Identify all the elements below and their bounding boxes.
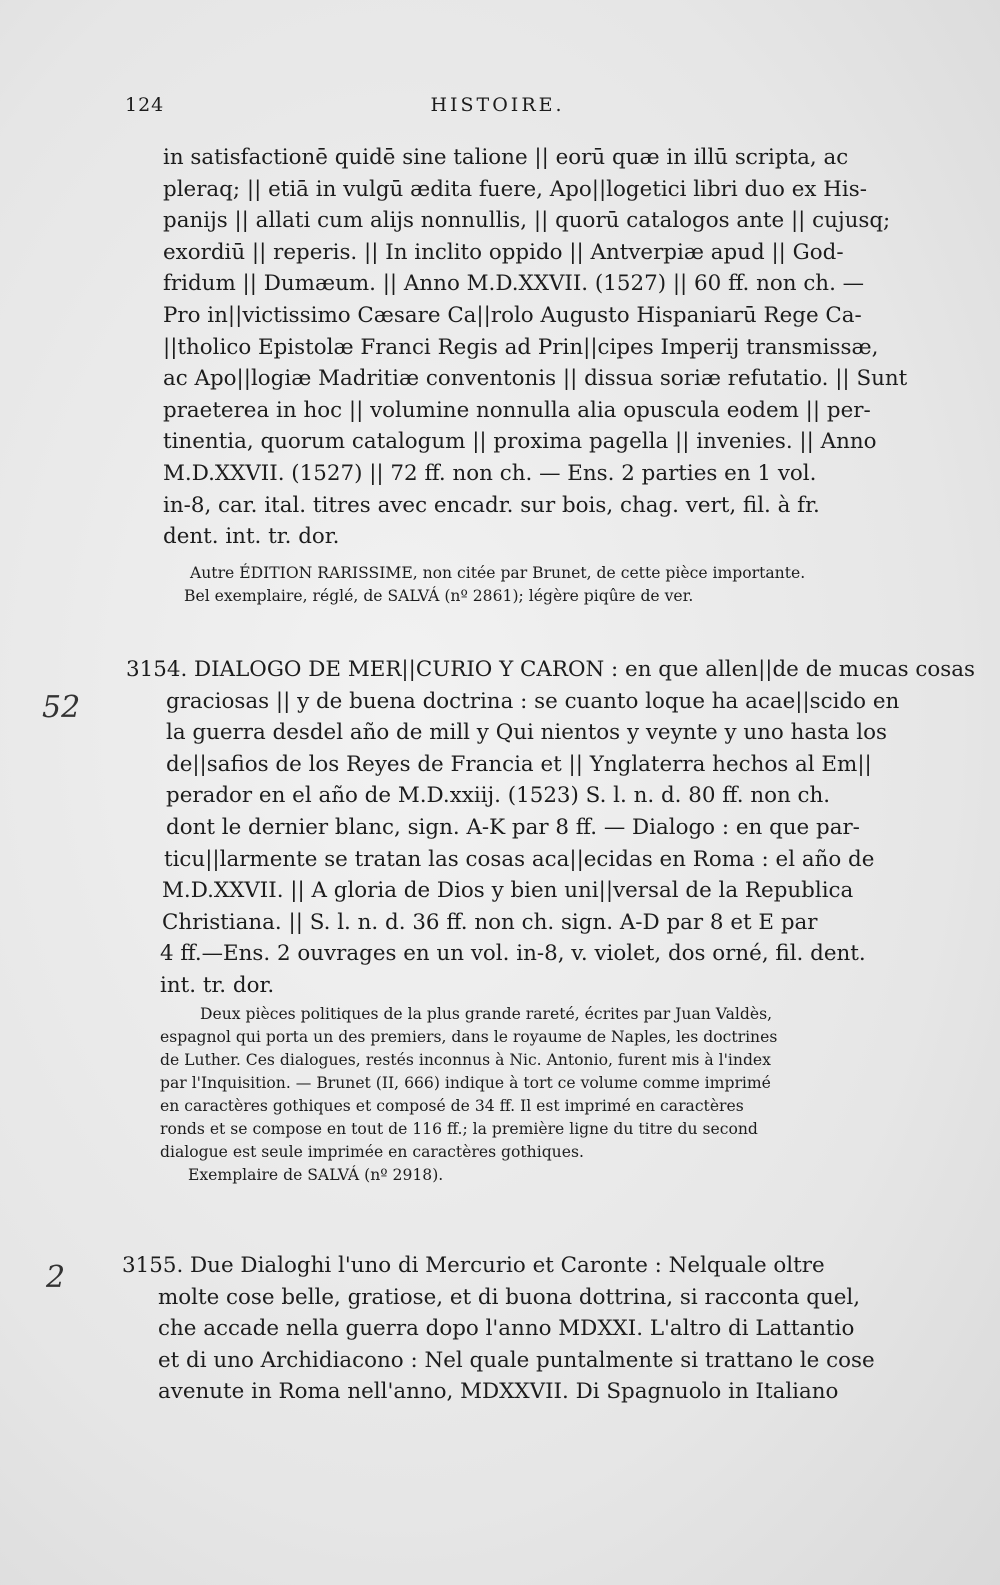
text-line: Pro in||victissimo Cæsare Ca||rolo Augusto Hispaniarū Rege Ca-	[163, 302, 862, 328]
text-line: int. tr. dor.	[160, 972, 275, 998]
note-3154	[160, 1003, 777, 1187]
note-line: Exemplaire de SALVÁ (nº 2918).	[188, 1166, 444, 1184]
text-line: ticu||larmente se tratan las cosas aca||ecidas en Roma : el año de	[164, 846, 875, 872]
text-line: avenute in Roma nell'anno, MDXXVII. Di Spagnuolo in Italiano	[158, 1379, 839, 1405]
text-line: exordiū || reperis. || In inclito oppido || Antverpiæ apud || God-	[163, 239, 844, 265]
note-line: Autre ÉDITION RARISSIME, non citée par Brunet, de cette pièce importante.	[190, 564, 806, 582]
page-number: 124	[125, 94, 165, 116]
text-line: che accade nella guerra dopo l'anno MDXXI. L'altro di Lattantio	[158, 1316, 855, 1342]
note-line: espagnol qui porta un des premiers, dans le royaume de Naples, les doctrines	[160, 1028, 778, 1046]
text-line: dent. int. tr. dor.	[163, 524, 340, 550]
text-line: praeterea in hoc || volumine nonnulla alia opuscula eodem || per-	[163, 397, 871, 423]
text-line: molte cose belle, gratiose, et di buona dottrina, si racconta quel,	[158, 1284, 861, 1310]
text-line: panijs || allati cum alijs nonnullis, || quorū catalogos ante || cujusq;	[163, 208, 891, 234]
text-line: in satisfactionē quidē sine talione || eorū quæ in illū scripta, ac	[163, 145, 849, 170]
note-3153	[184, 562, 806, 608]
handwritten-margin-note: 2	[46, 1260, 66, 1295]
text-line: pleraq; || etiā in vulgū ædita fuere, Apo||logetici libri duo ex His-	[163, 176, 867, 202]
text-line: dont le dernier blanc, sign. A-K par 8 ff. — Dialogo : en que par-	[166, 814, 860, 840]
text-line: de||safios de los Reyes de Francia et || Ynglaterra hechos al Em||	[166, 751, 872, 777]
text-line: M.D.XXVII. || A gloria de Dios y bien uni||versal de la Republica	[162, 878, 854, 904]
text-line: perador en el año de M.D.xxiij. (1523) S. l. n. d. 80 ff. non ch.	[166, 783, 831, 809]
text-line: ||tholico Epistolæ Franci Regis ad Prin||cipes Imperij transmissæ,	[163, 334, 879, 360]
text-line: M.D.XXVII. (1527) || 72 ff. non ch. — Ens. 2 parties en 1 vol.	[163, 460, 817, 486]
text-line: 4 ff.—Ens. 2 ouvrages en un vol. in-8, v. violet, dos orné, fil. dent.	[160, 941, 866, 967]
running-title: HISTOIRE.	[430, 94, 565, 116]
entry-3154	[126, 654, 975, 1002]
note-line: Deux pièces politiques de la plus grande rareté, écrites par Juan Valdès,	[200, 1005, 773, 1023]
text-line: tinentia, quorum catalogum || proxima pagella || invenies. || Anno	[163, 429, 877, 455]
text-line: et di uno Archidiacono : Nel quale puntalmente si trattano le cose	[158, 1347, 875, 1373]
note-line: Bel exemplaire, réglé, de SALVÁ (nº 2861); légère piqûre de ver.	[184, 587, 694, 605]
handwritten-margin-note: 52	[42, 690, 81, 725]
entry-title-line: 3154. DIALOGO DE MER||CURIO Y CARON : en que allen||de de mucas cosas	[126, 657, 975, 682]
text-line: Christiana. || S. l. n. d. 36 ff. non ch. sign. A-D par 8 et E par	[162, 909, 818, 935]
note-line: dialogue est seule imprimée en caractères gothiques.	[160, 1143, 584, 1161]
text-line: graciosas || y de buena doctrina : se cuanto loque ha acae||scido en	[166, 688, 900, 714]
text-line: fridum || Dumæum. || Anno M.D.XXVII. (1527) || 60 ff. non ch. —	[163, 271, 865, 297]
note-line: de Luther. Ces dialogues, restés inconnus à Nic. Antonio, furent mis à l'index	[160, 1051, 771, 1069]
entry-3153-continuation	[163, 142, 907, 553]
note-line: par l'Inquisition. — Brunet (II, 666) indique à tort ce volume comme imprimé	[160, 1074, 771, 1092]
entry-title-line: 3155. Due Dialoghi l'uno di Mercurio et Caronte : Nelquale oltre	[122, 1253, 825, 1278]
entry-3155	[122, 1250, 875, 1408]
note-line: en caractères gothiques et composé de 34 ff. Il est imprimé en caractères	[160, 1097, 744, 1115]
page-header	[125, 94, 870, 124]
text-line: ac Apo||logiæ Madritiæ conventonis || dissua soriæ refutatio. || Sunt	[163, 366, 908, 392]
text-line: in-8, car. ital. titres avec encadr. sur bois, chag. vert, fil. à fr.	[163, 492, 820, 518]
note-line: ronds et se compose en tout de 116 ff.; la première ligne du titre du second	[160, 1120, 758, 1138]
text-line: la guerra desdel año de mill y Qui nientos y veynte y uno hasta los	[166, 720, 887, 746]
